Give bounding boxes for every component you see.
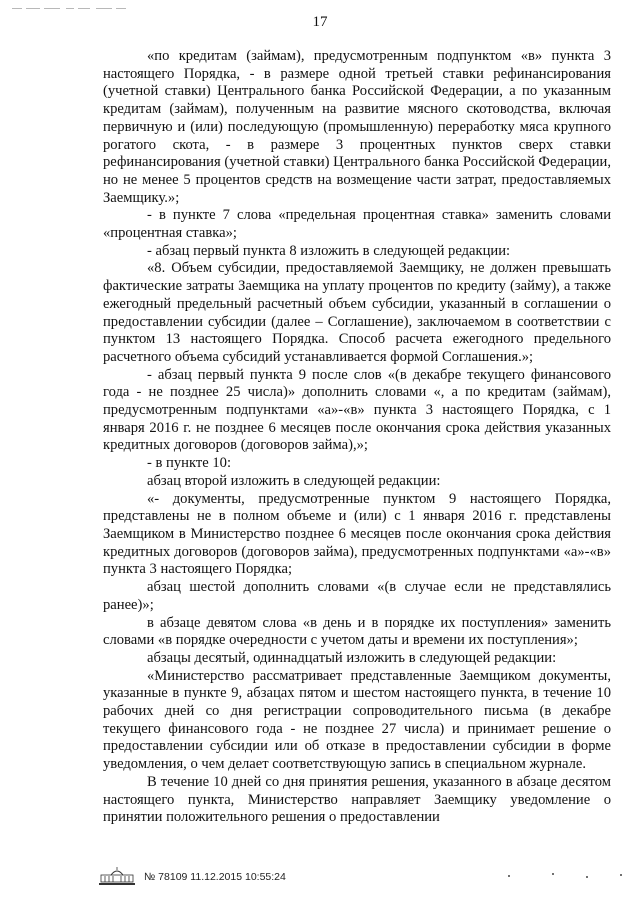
paragraph: абзац шестой дополнить словами «(в случае если не представлялись ранее)»; bbox=[103, 579, 611, 613]
paragraph: - абзац первый пункта 8 изложить в следующей редакции: bbox=[147, 242, 511, 259]
paragraph: В течение 10 дней со дня принятия решения, указанного в абзаце десятом настоящего пункта, Министерство направляет Заемщику уведомление о принятии положительного решения о предоставлении bbox=[103, 773, 611, 826]
paragraph: - в пункте 10: bbox=[147, 455, 232, 472]
parliament-building-icon bbox=[98, 866, 136, 886]
document-footer bbox=[98, 866, 578, 888]
paragraph: - абзац первый пункта 9 после слов «(в декабре текущего финансового года - не позднее 25 числа)» дополнить словами «, а по кредитам (займам), предусмотренным подпунктами «а»-«в» пункта 3 настоящего Порядка, с 1 января 2016 г. не позднее 6 месяцев после окончания срока действия указанных кредитных договоров (договоров займа),»; bbox=[103, 366, 611, 454]
scan-specks bbox=[508, 872, 628, 880]
registration-stamp: № 78109 11.12.2015 10:55:24 bbox=[144, 871, 286, 883]
paragraph: «8. Объем субсидии, предоставляемой Заемщику, не должен превышать фактические затраты Заемщика на уплату процентов по кредиту (займу), а также ежегодный предельный расчетный объем субсидии, указанный в соглашении о предоставлении субсидии (далее – Соглашение), заключаемом в соответствии с пунктом 13 настоящего Порядка. Способ расчета ежегодного предельного расчетного объема субсидий устанавливается формой Соглашения.»; bbox=[103, 260, 611, 365]
paragraph: абзацы десятый, одиннадцатый изложить в следующей редакции: bbox=[147, 649, 557, 666]
document-body bbox=[103, 48, 611, 827]
paragraph: в абзаце девятом слова «в день и в порядке их поступления» заменить словами «в порядке очередности с учетом даты и времени их поступления»; bbox=[103, 614, 611, 649]
paragraph: абзац второй изложить в следующей редакции: bbox=[147, 472, 441, 489]
paragraph: «по кредитам (займам), предусмотренным подпунктом «в» пункта 3 настоящего Порядка, - в размере одной третьей ставки рефинансирования (учетной ставки) Центрального банка Российской Федерации, а по указанным кредитам (займам), полученным на развитие мясного скотоводства, включая первичную и (или) последующую (промышленную) переработку мяса крупного рогатого скота, - в размере 3 процентных пунктов сверх ставки рефинансирования (учетной ставки) Центрального банка Российской Федерации, но не менее 5 процентов средств на возмещение части затрат, предоставляемых Заемщику.»; bbox=[103, 48, 611, 206]
page-number: 17 bbox=[312, 14, 328, 30]
paragraph: «- документы, предусмотренные пунктом 9 настоящего Порядка, представлены не в полном объеме и (или) с 1 января 2016 г. представлены Заемщиком в Министерство позднее 6 месяцев после окончания срока действия кредитных договоров (договоров займа), предусмотренных подпунктами «а»-«в» пункта 3 настоящего Порядка; bbox=[103, 490, 611, 578]
paragraph: - в пункте 7 слова «предельная процентная ставка» заменить словами «процентная ставка»; bbox=[103, 207, 611, 242]
scan-header-marks bbox=[12, 8, 628, 12]
paragraph: «Министерство рассматривает представленные Заемщиком документы, указанные в пункте 9, абзацах пятом и шестом настоящего пункта, в течение 10 рабочих дней со дня регистрации сопроводительного письма (в декабре текущего финансового года - не позднее 27 числа) и принимает решение о предоставлении субсидии или об отказе в предоставлении субсидии в форме уведомления, о чем делает соответствующую запись в специальном журнале. bbox=[103, 667, 611, 773]
